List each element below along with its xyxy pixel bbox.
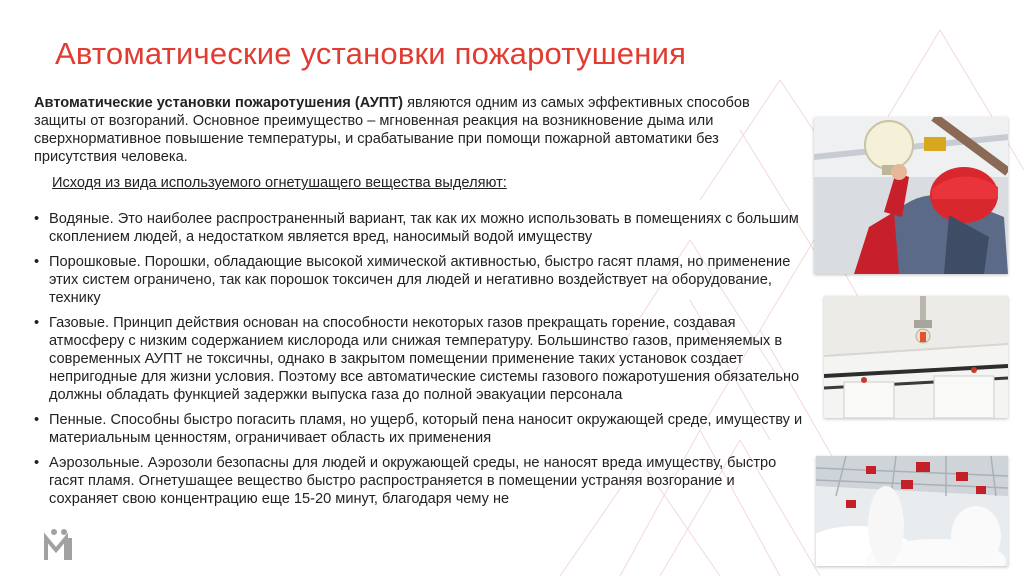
presentation-logo-icon [40, 526, 86, 566]
list-item-powder: • Порошковые. Порошки, обладающие высокой химической активностью, быстро гасят пламя, но применение этих систем ограничено, так как порошок токсичен для людей и негативно воздействует на оборудование, технику [34, 253, 804, 307]
slide-title: Автоматические установки пожаротушения [55, 36, 687, 71]
intro-bold-term: Автоматические установки пожаротушения (АУПТ) [34, 95, 404, 111]
list-item-foam: • Пенные. Способны быстро погасить пламя, но ущерб, который пена наносит окружающей среде, имуществу и материальным ценностям, ограничивает область их применения [34, 411, 804, 447]
classification-subheading: Исходя из вида используемого огнетушащего вещества выделяют: [52, 175, 507, 191]
list-item-water: • Водяные. Это наиболее распространенный вариант, так как их можно использовать в помещениях с большим скоплением людей, а недостатком является вред, наносимый водой имуществу [34, 210, 804, 246]
intro-text: являются одним из самых эффективных способов защиты от возгораний. Основное преимущество – мгновенная реакция на возникновение дыма или сверхнормативное повышение температуры, и срабатывание при помощи пожарной автоматики без присутствия человека. [34, 95, 750, 165]
slide-body [34, 94, 804, 515]
photo-technician-installing-module [814, 117, 1008, 274]
photo-ceiling-sprinkler [824, 296, 1008, 418]
intro-paragraph [34, 94, 804, 166]
system-types-list [34, 210, 804, 508]
list-item-aerosol: • Аэрозольные. Аэрозоли безопасны для людей и окружающей среды, не наносят вреда имуществу, быстро гасят пламя. Огнетушащее вещество быстро распространяется в помещении устраняя возгорание и сохраняет свою концентрацию еще 15-20 минут, благодаря чему не [34, 454, 804, 508]
list-item-gas: • Газовые. Принцип действия основан на способности некоторых газов прекращать горение, создавая атмосферу с низким содержанием кислорода или снижая температуру. Большинство газов, применяемых в современных АУПТ не токсичны, однако в закрытом помещении применение таких установок создает непригодные для жизни условия. Поэтому все автоматические системы газового пожаротушения обязательно должны обладать функцией задержки выпуска газа до полной эвакуации персонала [34, 314, 804, 404]
photo-foam-warehouse [816, 456, 1008, 566]
